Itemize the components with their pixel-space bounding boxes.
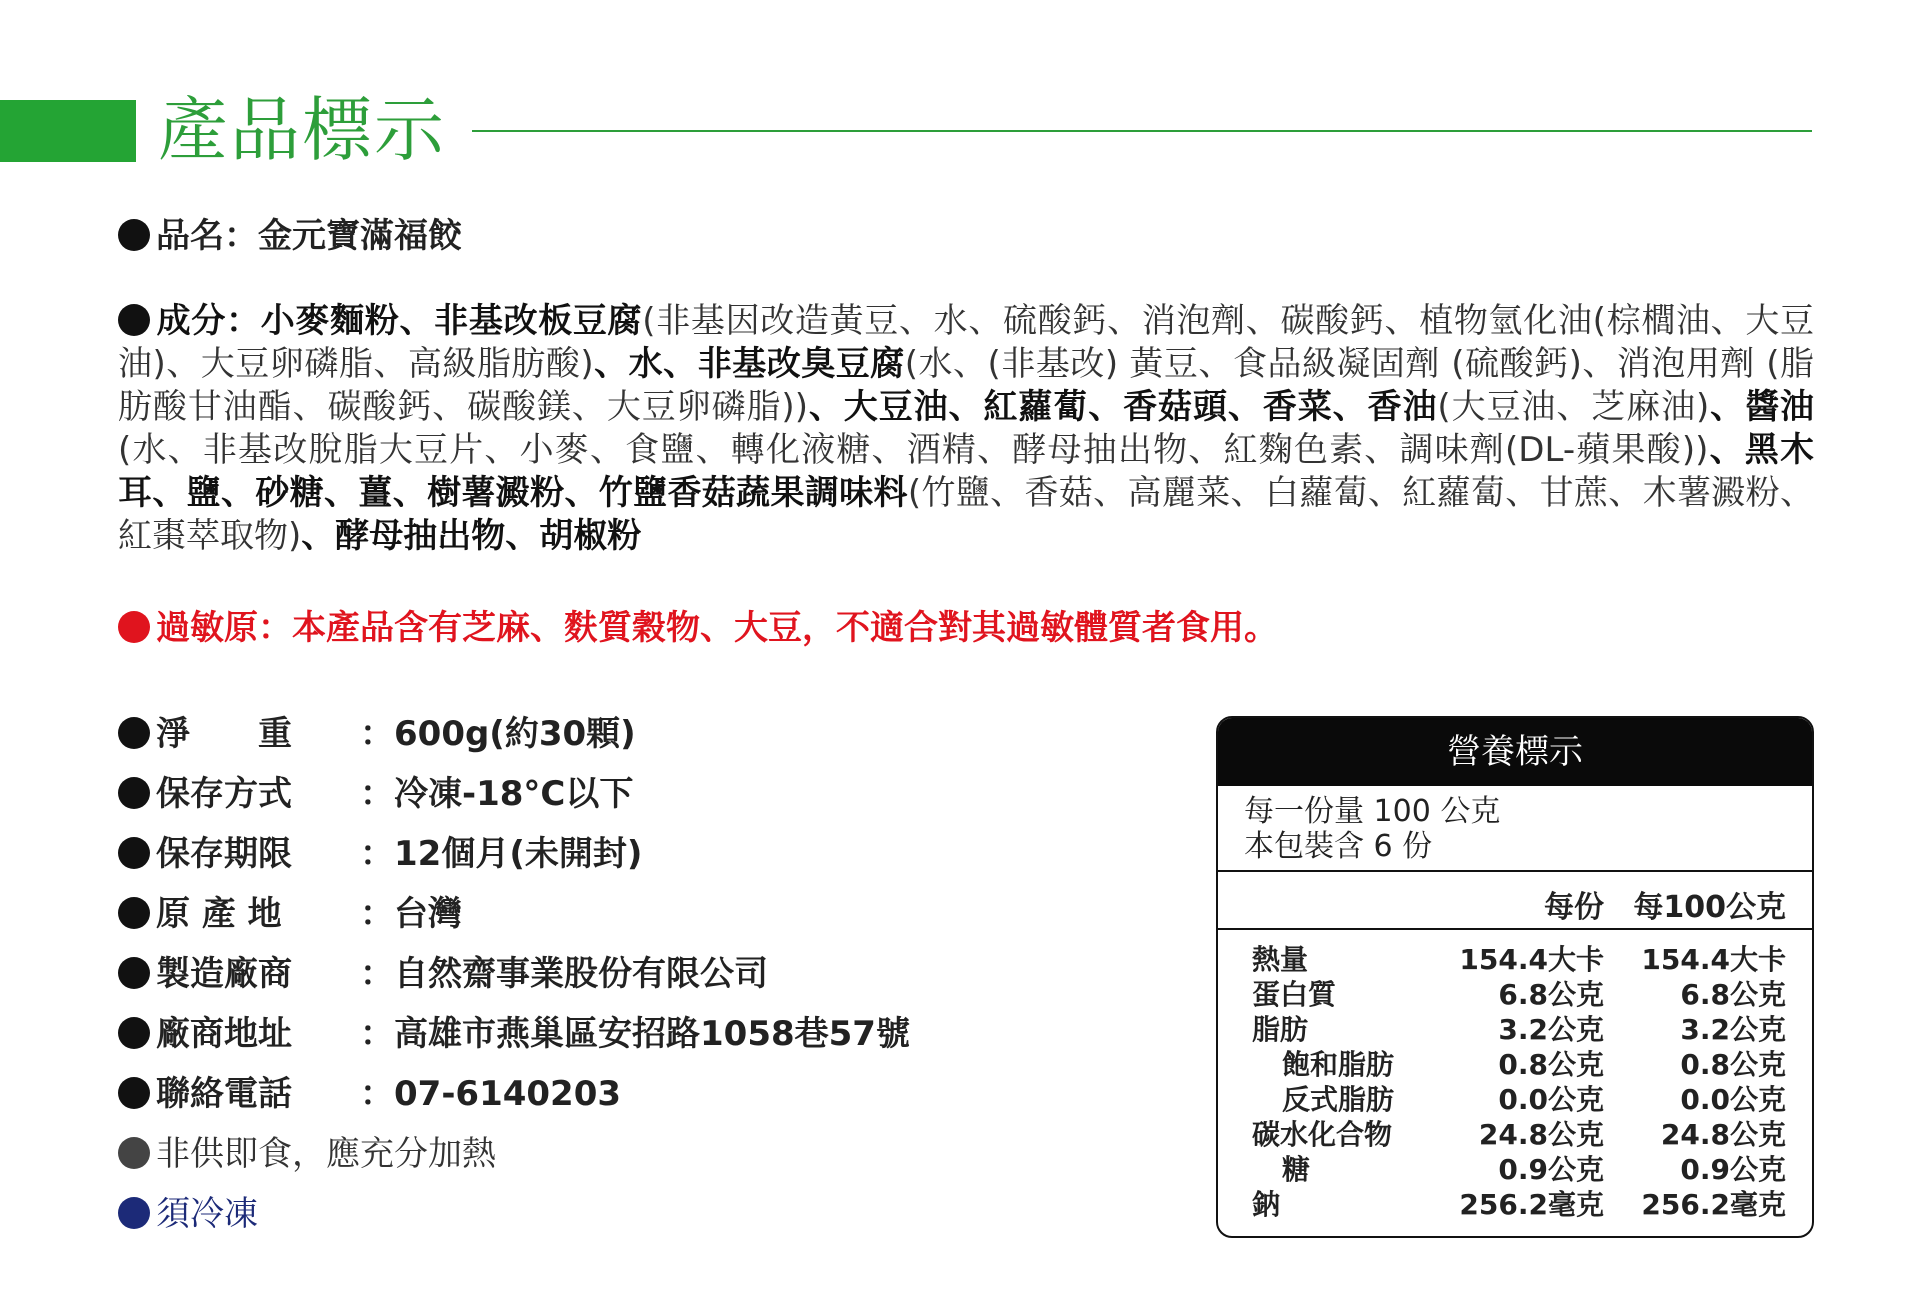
col-per-100g: 每100公克 <box>1633 890 1786 925</box>
nutrient-name: 脂肪 <box>1252 1013 1309 1046</box>
info-row <box>118 832 642 876</box>
nutrient-per-serving: 6.8公克 <box>1498 978 1604 1011</box>
nutrition-row <box>1218 1152 1812 1187</box>
bullet-icon <box>118 897 150 929</box>
nutrient-name: 反式脂肪 <box>1282 1083 1395 1116</box>
nutrient-per-100g: 6.8公克 <box>1680 978 1786 1011</box>
allergen-text: 過敏原：本產品含有芝麻、麩質穀物、大豆，不適合對其過敏體質者食用。 <box>156 608 1278 648</box>
info-row <box>118 772 633 816</box>
ingredients-text <box>118 301 1814 556</box>
ingredients-paragraph <box>118 300 1814 558</box>
info-value: 自然齋事業股份有限公司 <box>394 954 768 994</box>
nutrient-per-100g: 24.8公克 <box>1660 1118 1786 1151</box>
bullet-icon <box>118 219 150 251</box>
nutrient-per-serving: 0.9公克 <box>1498 1153 1604 1186</box>
info-row <box>118 1072 621 1116</box>
ingredient-segment: (水、非基改脫脂大豆片、小麥、食鹽、轉化液糖、酒精、酵母抽出物、紅麴色素、調味劑(DL-蘋果酸)) <box>118 430 1709 470</box>
ingredient-segment: 、大豆油、紅蘿蔔、香菇頭、香菜、香油 <box>807 387 1438 427</box>
info-value: 冷凍-18°C以下 <box>394 774 634 814</box>
nutrient-per-serving: 256.2毫克 <box>1459 1188 1604 1221</box>
info-label: 保存期限 <box>156 834 292 874</box>
info-separator: ： <box>360 894 394 934</box>
red-bullet-icon <box>118 611 150 643</box>
nutrient-name: 蛋白質 <box>1252 978 1337 1011</box>
nutrition-column-header <box>1218 872 1812 928</box>
product-name-row <box>118 214 462 258</box>
serving-size: 每一份量 100 公克 <box>1244 794 1501 829</box>
note-text: 須冷凍 <box>156 1194 258 1234</box>
nutrition-rows <box>1218 930 1812 1222</box>
bullet-icon <box>118 304 150 336</box>
info-separator: ： <box>360 714 394 754</box>
info-label: 原 產 地 <box>156 894 282 934</box>
bullet-icon <box>118 717 150 749</box>
serving-info <box>1218 786 1812 870</box>
ingredient-segment: 、醬油 <box>1709 387 1815 427</box>
nutrition-row <box>1218 1117 1812 1152</box>
nutrition-row <box>1218 942 1812 977</box>
nutrient-per-serving: 0.8公克 <box>1498 1048 1604 1081</box>
nutrient-per-serving: 24.8公克 <box>1478 1118 1604 1151</box>
info-row <box>118 712 636 756</box>
nutrition-row <box>1218 1187 1812 1222</box>
ingredient-segment: (水、(非基改) 黃豆、食品級凝固劑 (硫酸鈣)、消泡用劑 (脂肪酸甘油酯、碳酸鈣、碳酸鎂、大豆卵磷脂)) <box>118 344 1815 427</box>
note-text: 非供即食，應充分加熱 <box>156 1134 496 1174</box>
product-name-label: 品名： <box>156 216 258 256</box>
nutrient-name: 熱量 <box>1252 943 1309 976</box>
bullet-icon <box>118 837 150 869</box>
nutrient-per-100g: 0.9公克 <box>1680 1153 1786 1186</box>
info-separator: ： <box>360 774 394 814</box>
col-per-serving: 每份 <box>1544 890 1604 925</box>
title-divider <box>472 130 1812 132</box>
nutrition-facts-table <box>1216 716 1814 1238</box>
nutrient-name: 飽和脂肪 <box>1282 1048 1395 1081</box>
info-label: 聯絡電話 <box>156 1074 292 1114</box>
header-green-bar <box>0 100 136 162</box>
info-label: 保存方式 <box>156 774 292 814</box>
nutrient-per-100g: 0.0公克 <box>1680 1083 1786 1116</box>
info-label: 淨 重 <box>156 714 292 754</box>
info-separator: ： <box>360 1074 394 1114</box>
nutrient-name: 鈉 <box>1252 1188 1281 1221</box>
nutrient-name: 糖 <box>1282 1153 1311 1186</box>
ingredient-segment: 、酵母抽出物、胡椒粉 <box>301 516 642 556</box>
info-label: 製造廠商 <box>156 954 292 994</box>
servings-per-package: 本包裝含 6 份 <box>1244 829 1433 864</box>
ingredient-segment: (非基因改造黃豆、水、硫酸鈣、消泡劑、碳酸鈣、植物氫化油(棕櫚油、大豆油)、大豆卵磷脂、高級脂肪酸) <box>118 301 1815 384</box>
info-row <box>118 892 462 936</box>
info-value: 12個月(未開封) <box>394 834 643 874</box>
info-value: 高雄市燕巢區安招路1058巷57號 <box>394 1014 910 1054</box>
bullet-icon <box>118 1017 150 1049</box>
nutrient-per-100g: 3.2公克 <box>1680 1013 1786 1046</box>
nutrient-per-100g: 256.2毫克 <box>1641 1188 1786 1221</box>
info-value: 台灣 <box>394 894 462 934</box>
nutrition-row <box>1218 1082 1812 1117</box>
nutrition-row <box>1218 1047 1812 1082</box>
ingredient-segment: (大豆油、芝麻油) <box>1437 387 1710 427</box>
ingredient-segment: 、水、非基改臭豆腐 <box>593 344 905 384</box>
ingredient-segment: 成分：小麥麵粉、非基改板豆腐 <box>156 301 643 341</box>
info-label: 廠商地址 <box>156 1014 292 1054</box>
gray-bullet-icon <box>118 1137 150 1169</box>
info-separator: ： <box>360 1014 394 1054</box>
nutrition-row <box>1218 977 1812 1012</box>
bullet-icon <box>118 1077 150 1109</box>
bullet-icon <box>118 777 150 809</box>
info-value: 07-6140203 <box>394 1074 622 1114</box>
info-row <box>118 1012 910 1056</box>
navy-bullet-icon <box>118 1197 150 1229</box>
info-separator: ： <box>360 834 394 874</box>
bullet-icon <box>118 957 150 989</box>
info-separator: ： <box>360 954 394 994</box>
product-name-value: 金元寶滿福餃 <box>258 216 462 256</box>
page-title: 產品標示 <box>158 89 446 171</box>
note-not-ready-to-eat <box>118 1132 496 1176</box>
nutrition-row <box>1218 1012 1812 1047</box>
nutrient-per-100g: 154.4大卡 <box>1641 943 1786 976</box>
ingredient-segment: 、黑木耳、鹽、砂糖、薑、樹薯澱粉、竹鹽香菇蔬果調味料 <box>118 430 1814 513</box>
nutrient-per-serving: 3.2公克 <box>1498 1013 1604 1046</box>
ingredient-segment: (竹鹽、香菇、高麗菜、白蘿蔔、紅蘿蔔、甘蔗、木薯澱粉、紅棗萃取物) <box>118 473 1815 556</box>
note-keep-frozen <box>118 1192 258 1236</box>
nutrient-per-100g: 0.8公克 <box>1680 1048 1786 1081</box>
info-value: 600g(約30顆) <box>394 714 636 754</box>
allergen-row <box>118 606 1278 650</box>
info-row <box>118 952 768 996</box>
nutrition-title: 營養標示 <box>1218 718 1812 786</box>
nutrient-per-serving: 154.4大卡 <box>1459 943 1604 976</box>
nutrient-per-serving: 0.0公克 <box>1498 1083 1604 1116</box>
nutrient-name: 碳水化合物 <box>1252 1118 1393 1151</box>
